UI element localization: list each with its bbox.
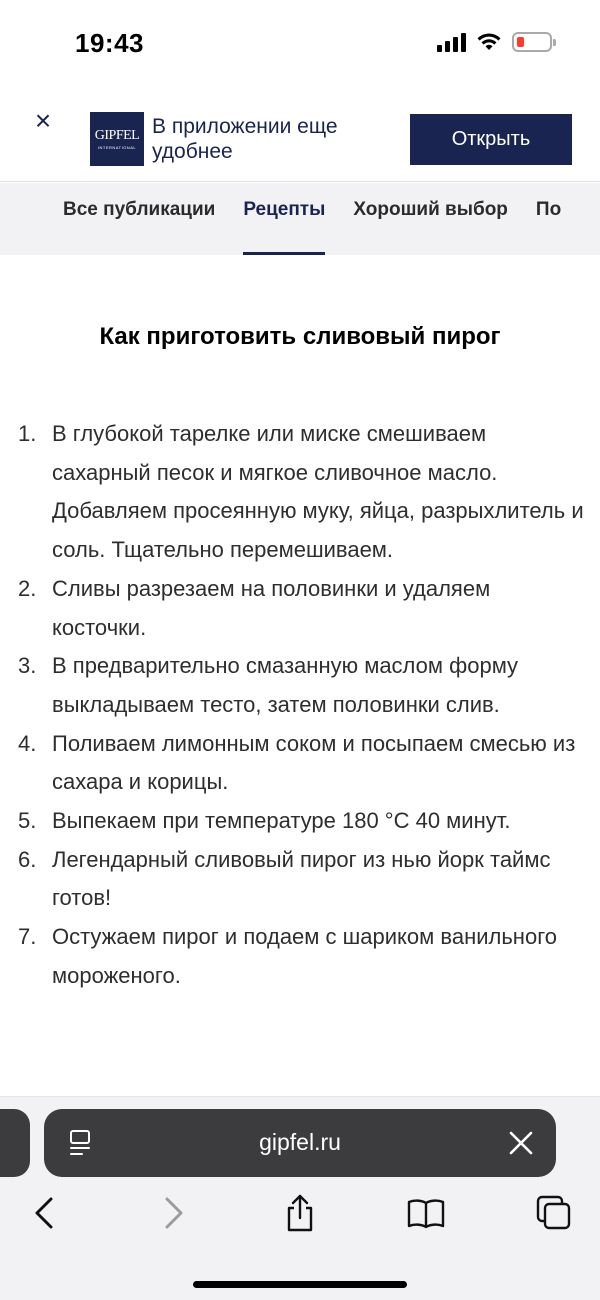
step-text: Выпекаем при температуре 180 °C 40 минут.	[52, 808, 511, 834]
status-time: 19:43	[75, 28, 144, 58]
step-text: Остужаем пирог и подаем с шариком ванильного мороженого.	[52, 924, 557, 988]
logo-text: GIPFEL	[94, 128, 140, 143]
tab-all-publications[interactable]: Все публикации	[63, 199, 216, 220]
signal-icon	[437, 32, 466, 52]
tab-recipes[interactable]: Рецепты	[243, 183, 325, 255]
step-number: 5.	[18, 808, 37, 834]
bookmarks-button[interactable]	[406, 1193, 446, 1233]
list-item	[18, 918, 588, 995]
logo-subtext: INTERNATIONAL	[97, 145, 137, 150]
tabs-button[interactable]	[534, 1193, 574, 1233]
clear-icon[interactable]	[508, 1130, 534, 1156]
category-tabs	[0, 183, 600, 255]
list-item	[18, 415, 588, 570]
tab-more[interactable]: По	[535, 199, 562, 220]
step-number: 3.	[18, 653, 37, 679]
forward-button[interactable]	[154, 1193, 194, 1233]
browser-toolbar	[0, 1193, 600, 1253]
status-bar	[0, 0, 600, 90]
url-text: gipfel.ru	[259, 1129, 341, 1155]
back-button[interactable]	[24, 1193, 64, 1233]
forward-icon	[163, 1196, 185, 1230]
bookmarks-icon	[407, 1197, 445, 1229]
app-logo	[90, 112, 144, 166]
step-number: 4.	[18, 730, 37, 756]
previous-tab-preview[interactable]	[0, 1109, 30, 1177]
back-icon	[33, 1196, 55, 1230]
status-icons	[437, 32, 552, 52]
share-button[interactable]	[280, 1193, 320, 1233]
battery-level	[517, 37, 524, 47]
tabs-icon	[536, 1195, 572, 1231]
share-icon	[284, 1194, 316, 1232]
app-banner	[0, 98, 600, 182]
open-app-button[interactable]: Открыть	[410, 114, 572, 165]
list-item	[18, 841, 588, 918]
step-text: Поливаем лимонным соком и посыпаем смесью из сахара и корицы.	[52, 730, 576, 795]
step-text: Сливы разрезаем на половинки и удаляем косточки.	[52, 575, 491, 640]
wifi-icon	[476, 32, 502, 52]
battery-icon	[512, 32, 552, 52]
step-number: 6.	[18, 846, 37, 872]
step-text: В глубокой тарелке или миске смешиваем сахарный песок и мягкое сливочное масло. Добавляем просеянную муку, яйца, разрыхлитель и соль. Тщательно перемешиваем.	[52, 421, 584, 563]
step-number: 1.	[18, 421, 37, 446]
article	[0, 255, 600, 1100]
recipe-steps	[18, 415, 588, 996]
close-icon[interactable]: ×	[34, 105, 52, 136]
step-text: Легендарный сливовый пирог из нью йорк таймс готов!	[52, 846, 551, 911]
list-item	[18, 570, 588, 647]
step-text: В предварительно смазанную маслом форму выкладываем тесто, затем половинки слив.	[52, 653, 519, 717]
article-title: Как приготовить сливовый пирог	[99, 323, 501, 350]
list-item	[18, 647, 588, 724]
home-indicator	[193, 1281, 407, 1288]
banner-text: В приложении еще удобнее	[152, 115, 338, 163]
tabs-row	[63, 183, 561, 255]
list-item	[18, 802, 588, 841]
step-number: 7.	[18, 924, 37, 950]
address-bar[interactable]	[44, 1109, 556, 1177]
step-number: 2.	[18, 575, 37, 601]
browser-chrome	[0, 1096, 600, 1300]
list-item	[18, 725, 588, 802]
tab-good-choice[interactable]: Хороший выбор	[353, 199, 508, 220]
